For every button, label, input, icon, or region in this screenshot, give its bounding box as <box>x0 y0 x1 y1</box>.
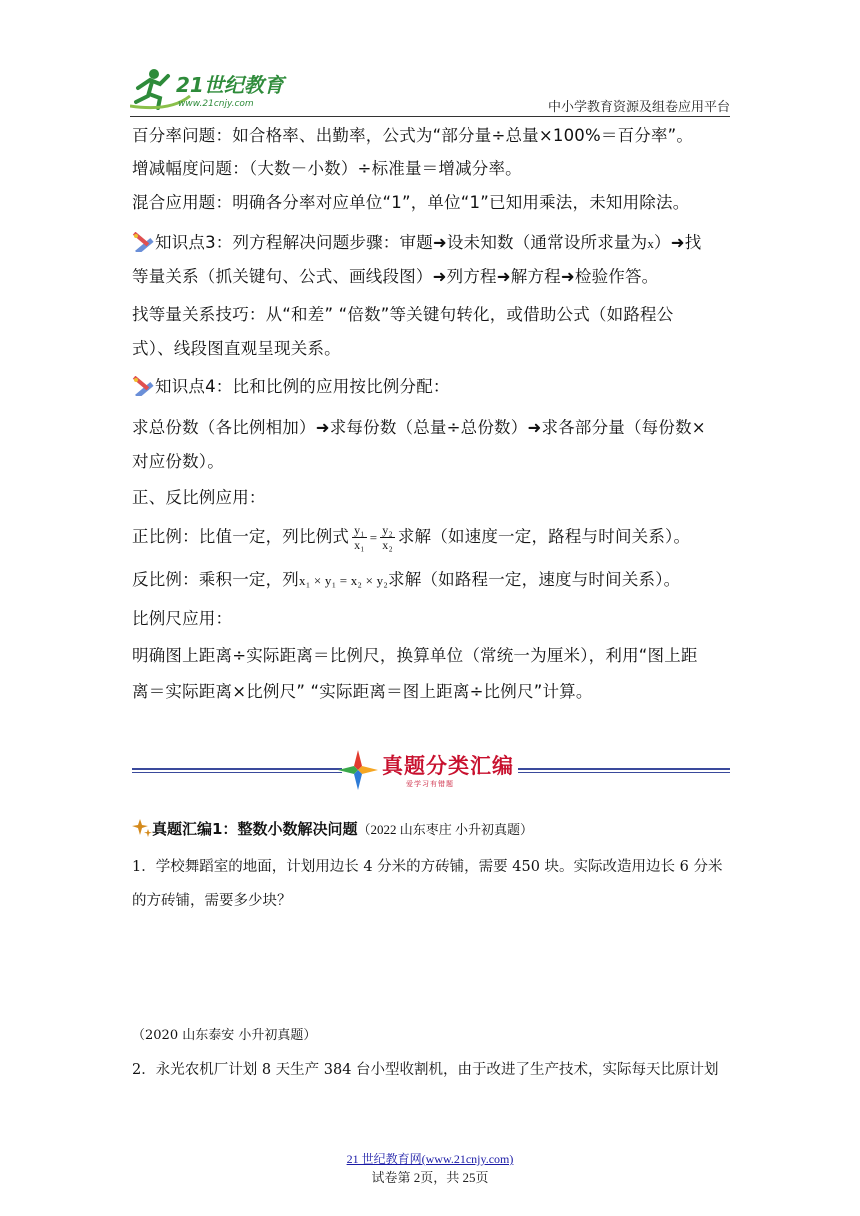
text-kp3-line2: 等量关系（抓关键句、公式、画线段图）➜列方程➜解方程➜检验作答。 <box>132 267 659 286</box>
question-group-title <box>132 818 533 839</box>
inverse-formula: x₁ × y₁ = x₂ × y₂ <box>299 573 389 588</box>
text-inverse-proportion <box>132 569 680 592</box>
knowledge-point-3 <box>132 232 701 255</box>
svg-text:21世纪教育: 21世纪教育 <box>176 73 284 97</box>
kp4-text: 知识点4：比和比例的应用按比例分配： <box>155 377 450 396</box>
section-banner-title: 真题分类汇编 <box>382 754 514 778</box>
text-scale-title: 比例尺应用： <box>132 609 233 628</box>
text-increase-rate: 增减幅度问题：（大数－小数）÷标准量＝增减分率。 <box>132 159 522 178</box>
header-divider <box>130 116 730 117</box>
direct-suffix: 求解（如速度一定，路程与时间关系）。 <box>397 527 691 546</box>
banner-rule-right-thin <box>518 772 730 773</box>
section-banner-subtitle: 爱学习有错题 <box>406 780 454 788</box>
text-scale1: 明确图上距离÷实际距离＝比例尺，换算单位（常统一为厘米），利用“图上距 <box>132 646 698 665</box>
site-logo <box>130 66 290 112</box>
text-equal-tip2: 式）、线段图直观呈现关系。 <box>132 339 341 358</box>
banner-rule-left-thin <box>132 772 342 773</box>
fraction-y2-x2: $\frac{\text{y₂}}{\text{x₂}}$ <box>382 523 393 552</box>
question-1-line1: 1．学校舞蹈室的地面，计划用边长 4 分米的方砖铺，需要 450 块。实际改造用边长 6 分米 <box>132 859 723 875</box>
question-2-line1: 2．永光农机厂计划 8 天生产 384 台小型收割机，由于改进了生产技术，实际每天比原计划 <box>132 1062 719 1078</box>
kp3-end: ）➜找 <box>654 233 702 252</box>
page-header <box>130 66 730 116</box>
ruler-pencil-icon <box>132 376 154 396</box>
text-mixed: 混合应用题：明确各分率对应单位“1”，单位“1”已知用乘法，未知用除法。 <box>132 193 690 212</box>
footer-site-link[interactable]: 21 世纪教育网(www.21cnjy.com) <box>346 1152 514 1166</box>
text-direct-proportion: 正比例：比值一定，列比例式 $\frac{\text{y₁}}{\text{x₁}}$ = $\frac{\text{y₂}}{\text{x₂}}$ 求解（如速度一定，路程与时间关系）。 <box>132 523 691 552</box>
footer-page-number: 试卷第 2页，共 25页 <box>371 1170 489 1185</box>
banner-rule-left <box>132 768 342 770</box>
colorful-star-icon <box>338 750 378 790</box>
section-banner <box>338 746 528 796</box>
text-scale2: 离＝实际距离×比例尺” “实际距离＝图上距离÷比例尺”计算。 <box>132 682 593 701</box>
text-percent-rate: 百分率问题：如合格率、出勤率，公式为“部分量÷总量×100%＝百分率”。 <box>132 126 694 145</box>
question-2-source: （2020 山东泰安 小升初真题） <box>132 1028 317 1043</box>
svg-text:www.21cnjy.com: www.21cnjy.com <box>178 99 254 109</box>
kp3-variable: x <box>647 236 655 251</box>
ruler-pencil-icon <box>132 232 154 252</box>
question-1-line2: 的方砖铺，需要多少块？ <box>132 893 292 909</box>
platform-name: 中小学教育资源及组卷应用平台 <box>547 100 730 115</box>
text-prop-title: 正、反比例应用： <box>132 488 266 507</box>
banner-rule-right <box>518 768 730 770</box>
text-ratio1: 求总份数（各比例相加）➜求每份数（总量÷总份数）➜求各部分量（每份数× <box>132 418 706 437</box>
question-source: （2022 山东枣庄 小升初真题） <box>357 822 533 837</box>
question-group-heading: 真题汇编1：整数小数解决问题 <box>152 820 358 838</box>
sparkle-icon <box>132 819 152 837</box>
inverse-prefix: 反比例：乘积一定，列 <box>132 570 299 589</box>
inverse-suffix: 求解（如路程一定，速度与时间关系）。 <box>388 570 681 589</box>
text-ratio2: 对应份数）。 <box>132 452 224 471</box>
direct-prefix: 正比例：比值一定，列比例式 <box>132 527 350 546</box>
text-equal-tip1: 找等量关系技巧：从“和差” “倍数”等关键句转化，或借助公式（如路程公 <box>132 305 674 324</box>
knowledge-point-4 <box>132 376 450 398</box>
fraction-y1-x1: $\frac{\text{y₁}}{\text{x₁}}$ <box>354 523 365 552</box>
kp3-text: 知识点3：列方程解决问题步骤：审题➜设未知数（通常设所求量为 <box>155 233 648 252</box>
